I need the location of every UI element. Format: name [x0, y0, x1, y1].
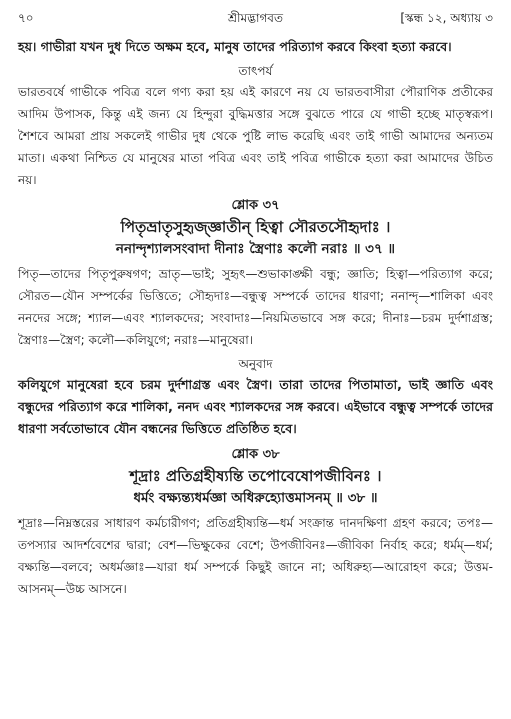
page-header [18, 8, 493, 28]
page-number: ৭০ [18, 11, 34, 25]
verse-38-line-1: শূদ্রাঃ প্রতিগ্রহীষ্যন্তি তপোবেষোপজীবিনঃ । [129, 467, 382, 485]
chapter-location: [স্কন্ধ ১২, অধ্যায় ৩ [400, 11, 493, 25]
intro-paragraph: হয়। গাভীরা যখন দুধ দিতে অক্ষম হবে, মানুষ তাদের পরিত্যাগ করবে কিংবা হত্যা করবে। [18, 39, 452, 54]
verse-38-synonyms: শূদ্রাঃ—নিম্নস্তরের সাধারণ কর্মচারীগণ; প্রতিগ্রহীষ্যন্তি—ধর্ম সংক্রান্ত দানদক্ষিণা গ্রহণ করবে; তপঃ—তপস্যার আদর্শবেশের দ্বারা; বেশ—ভিক্ষুকের বেশে; উপজীবিনঃ—জীবিকা নির্বাহ করে; ধর্মম্—ধর্ম; বক্ষ্যন্তি—বলবে; অধর্মজ্ঞাঃ—যারা ধর্ম সম্পর্কে কিছুই জানে না; অধিরুহ্য—আরোহণ করে; উত্তম-আসনম্—উচ্চ আসনে। [18, 516, 493, 596]
verse-38-title: শ্লোক ৩৮ [231, 447, 280, 462]
verse-37-synonyms: পিতৃ—তাদের পিতৃপুরুষগণ; ভ্রাতৃ—ভাই; সুহৃৎ—শুভাকাঙ্ক্ষী বন্ধু; জ্ঞাতি; হিত্বা—পরিত্যাগ করে; সৌরত—যৌন সম্পর্কের ভিত্তিতে; সৌহৃদাঃ—বন্ধুত্ব সম্পর্কে তাদের ধারণা; ননান্দৃ—শালিকা এবং ননদের সঙ্গে; শ্যাল—এবং শ্যালকদের; সংবাদাঃ—নিয়মিতভাবে সঙ্গ করে; দীনাঃ—চরম দুর্দশাগ্রস্ত; স্ত্রৈণাঃ—স্ত্রৈণ; কলৌ—কলিযুগে; নরাঃ—মানুষেরা। [18, 267, 493, 347]
verse-37-line-2: ননান্দৃশ্যালসংবাদা দীনাঃ স্ত্রৈণাঃ কলৌ নরাঃ ॥ ৩৭ ॥ [115, 241, 396, 257]
verse-38-line-2: ধর্মং বক্ষ্যন্ত্যধর্মজ্ঞা অধিরুহ্যোত্তমাসনম্ ॥ ৩৮ ॥ [133, 490, 378, 506]
purport-text: ভারতবর্ষে গাভীকে পবিত্র বলে গণ্য করা হয় এই কারণে নয় যে ভারতবাসীরা পৌরাণিক প্রতীকের আদিম উপাসক, কিন্তু এই জন্য যে হিন্দুরা বুদ্ধিমত্তার সঙ্গে বুঝতে পারে যে গাভী হচ্ছে মাতৃস্বরূপ। শৈশবে আমরা প্রায় সকলেই গাভীর দুধ থেকে পুষ্টি লাভ করেছি এবং তাই গাভী আমাদের অন্যতম মাতা। একথা নিশ্চিত যে মানুষের মাতা পবিত্র এবং তাই পবিত্র গাভীকে হত্যা করা আমাদের উচিত নয়। [18, 85, 493, 187]
verse-37-title: শ্লোক ৩৭ [231, 198, 280, 213]
verse-37-translation: কলিযুগে মানুষেরা হবে চরম দুর্দশাগ্রস্ত এবং স্ত্রৈণ। তারা তাদের পিতামাতা, ভাই জ্ঞাতি এবং বন্ধুদের পরিত্যাগ করে শালিকা, ননদ এবং শ্যালকদের সঙ্গ করবে। এইভাবে বন্ধুত্ব সম্পর্কে তাদের ধারণা সর্বতোভাবে যৌন বন্ধনের ভিত্তিতে প্রতিষ্ঠিত হবে। [18, 377, 493, 436]
purport-heading: তাৎপর্য [238, 64, 273, 78]
translation-heading: অনুবাদ [238, 357, 273, 371]
book-title: শ্রীমদ্ভাগবত [227, 11, 283, 25]
page-content [18, 36, 493, 600]
verse-37-line-1: পিতৃভ্রাতৃসুহৃজ্জ্ঞাতীন্ হিত্বা সৌরতসৌহৃদাঃ । [120, 218, 391, 236]
